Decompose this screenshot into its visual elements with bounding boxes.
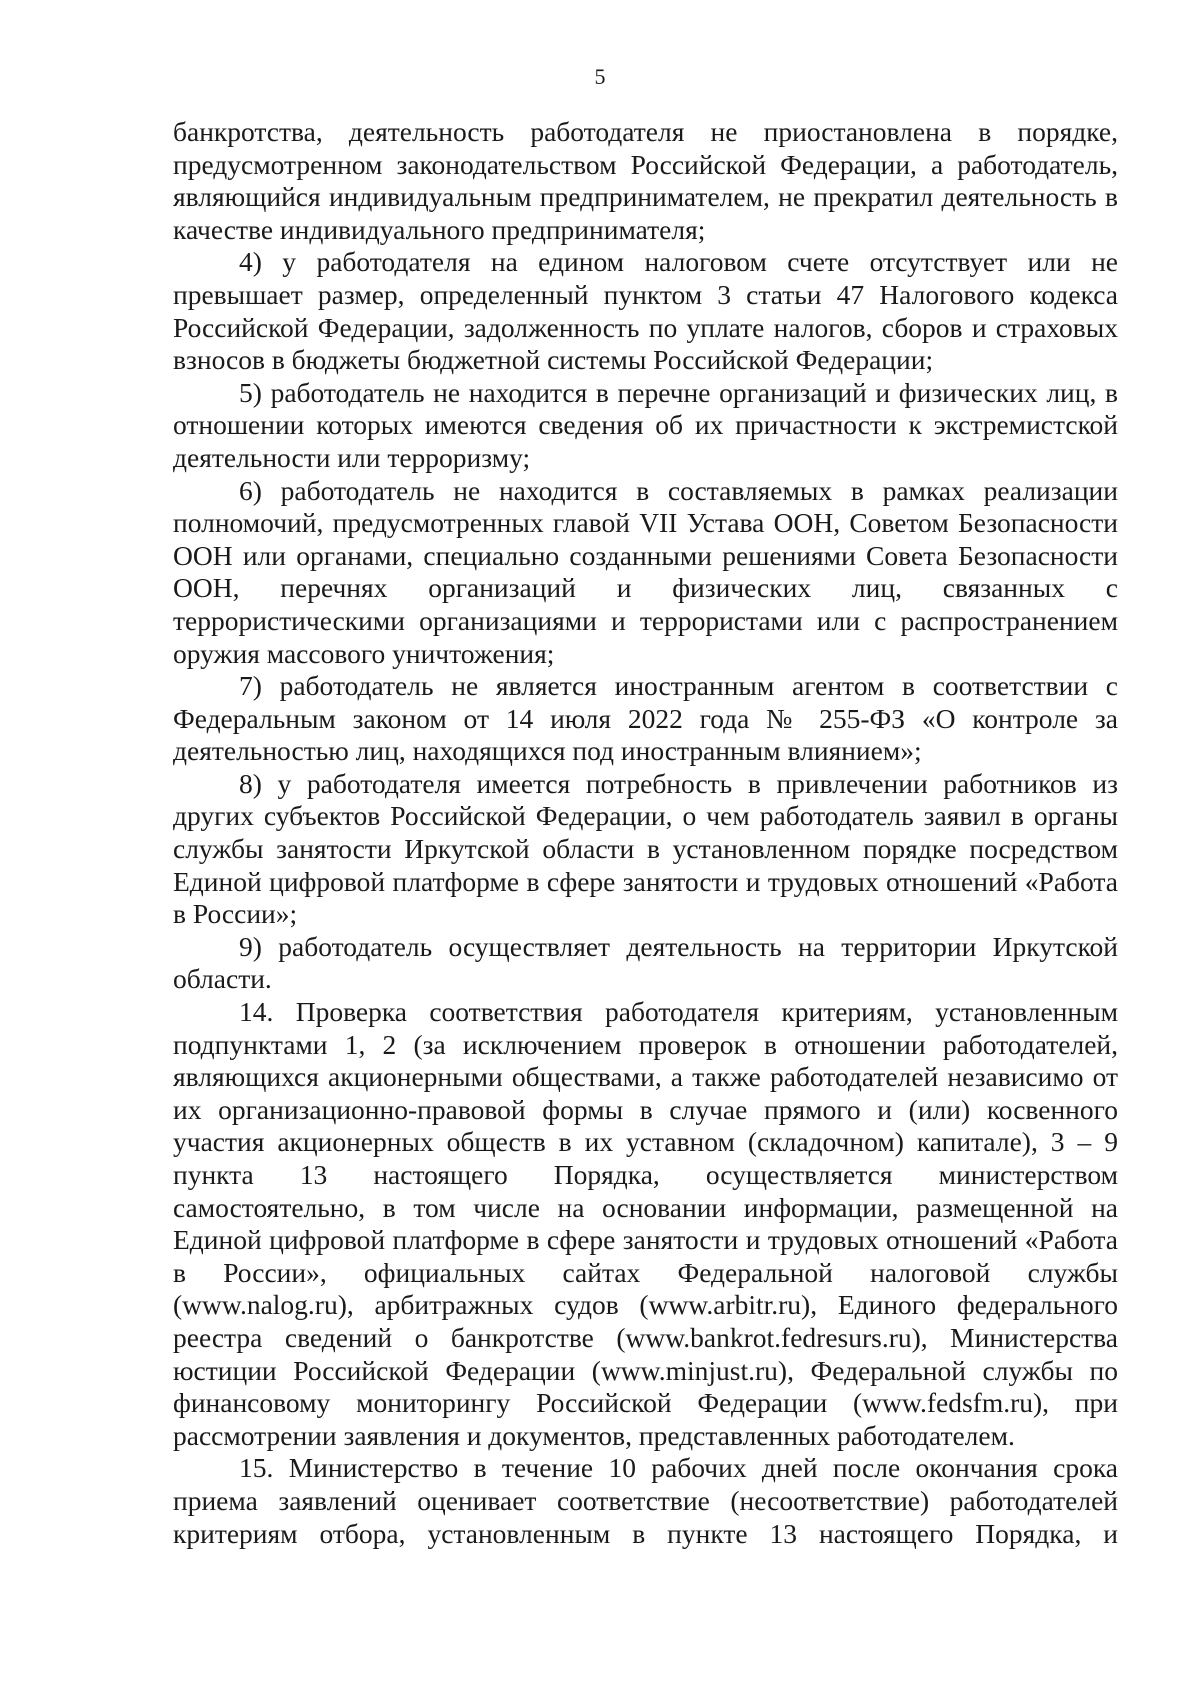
document-body bbox=[173, 116, 1118, 1550]
paragraph-item-5: 5) работодатель не находится в перечне организаций и физических лиц, в отношении которых имеются сведения об их причастности к экстремистской деятельности или терроризму; bbox=[173, 376, 1118, 473]
paragraph-clause-15: 15. Министерство в течение 10 рабочих дней после окончания срока приема заявлений оценивает соответствие (несоответствие) работодателей критериям отбора, установленным в пункте 13 настоящего Порядка, и bbox=[173, 1452, 1118, 1549]
paragraph-continuation: банкротства, деятельность работодателя не приостановлена в порядке, предусмотренном законодательством Российской Федерации, а работодатель, являющийся индивидуальным предпринимателем, не прекратил деятельность в качестве индивидуального предпринимателя; bbox=[173, 116, 1118, 245]
paragraph-item-4: 4) у работодателя на едином налоговом счете отсутствует или не превышает размер, определенный пунктом 3 статьи 47 Налогового кодекса Российской Федерации, задолженность по уплате налогов, сборов и страховых взносов в бюджеты бюджетной системы Российской Федерации; bbox=[173, 246, 1118, 376]
paragraph-item-7: 7) работодатель не является иностранным агентом в соответствии с Федеральным законом от 14 июля 2022 года № 255-ФЗ «О контроле за деятельностью лиц, находящихся под иностранным влиянием»; bbox=[173, 670, 1118, 767]
paragraph-item-6: 6) работодатель не находится в составляемых в рамках реализации полномочий, предусмотренных главой VII Устава ООН, Советом Безопасности ООН или органами, специально созданными решениями Совета Безопасности ООН, перечнях организаций и физических лиц, связанных с террористическими организациями и террористами или с распространением оружия массового уничтожения; bbox=[173, 474, 1118, 669]
paragraph-item-8: 8) у работодателя имеется потребность в привлечении работников из других субъектов Российской Федерации, о чем работодатель заявил в органы службы занятости Иркутской области в установленном порядке посредством Единой цифровой платформе в сфере занятости и трудовых отношений «Работа в России»; bbox=[173, 767, 1118, 930]
paragraph-item-9: 9) работодатель осуществляет деятельность на территории Иркутской области. bbox=[173, 930, 1118, 995]
paragraph-clause-14: 14. Проверка соответствия работодателя критериям, установленным подпунктами 1, 2 (за исключением проверок в отношении работодателей, являющихся акционерными обществами, а также работодателей независимо от их организационно-правовой формы в случае прямого и (или) косвенного участия акционерных обществ в их уставном (складочном) капитале), 3 – 9 пункта 13 настоящего Порядка, осуществляется министерством самостоятельно, в том числе на основании информации, размещенной на Единой цифровой платформе в сфере занятости и трудовых отношений «Работа в России», официальных сайтах Федеральной налоговой службы (www.nalog.ru), арбитражных судов (www.arbitr.ru), Единого федерального реестра сведений о банкротстве (www.bankrot.fedresurs.ru), Министерства юстиции Российской Федерации (www.minjust.ru), Федеральной службы по финансовому мониторингу Российской Федерации (www.fedsfm.ru), при рассмотрении заявления и документов, представленных работодателем. bbox=[173, 996, 1118, 1451]
page-number: 5 bbox=[594, 64, 606, 89]
